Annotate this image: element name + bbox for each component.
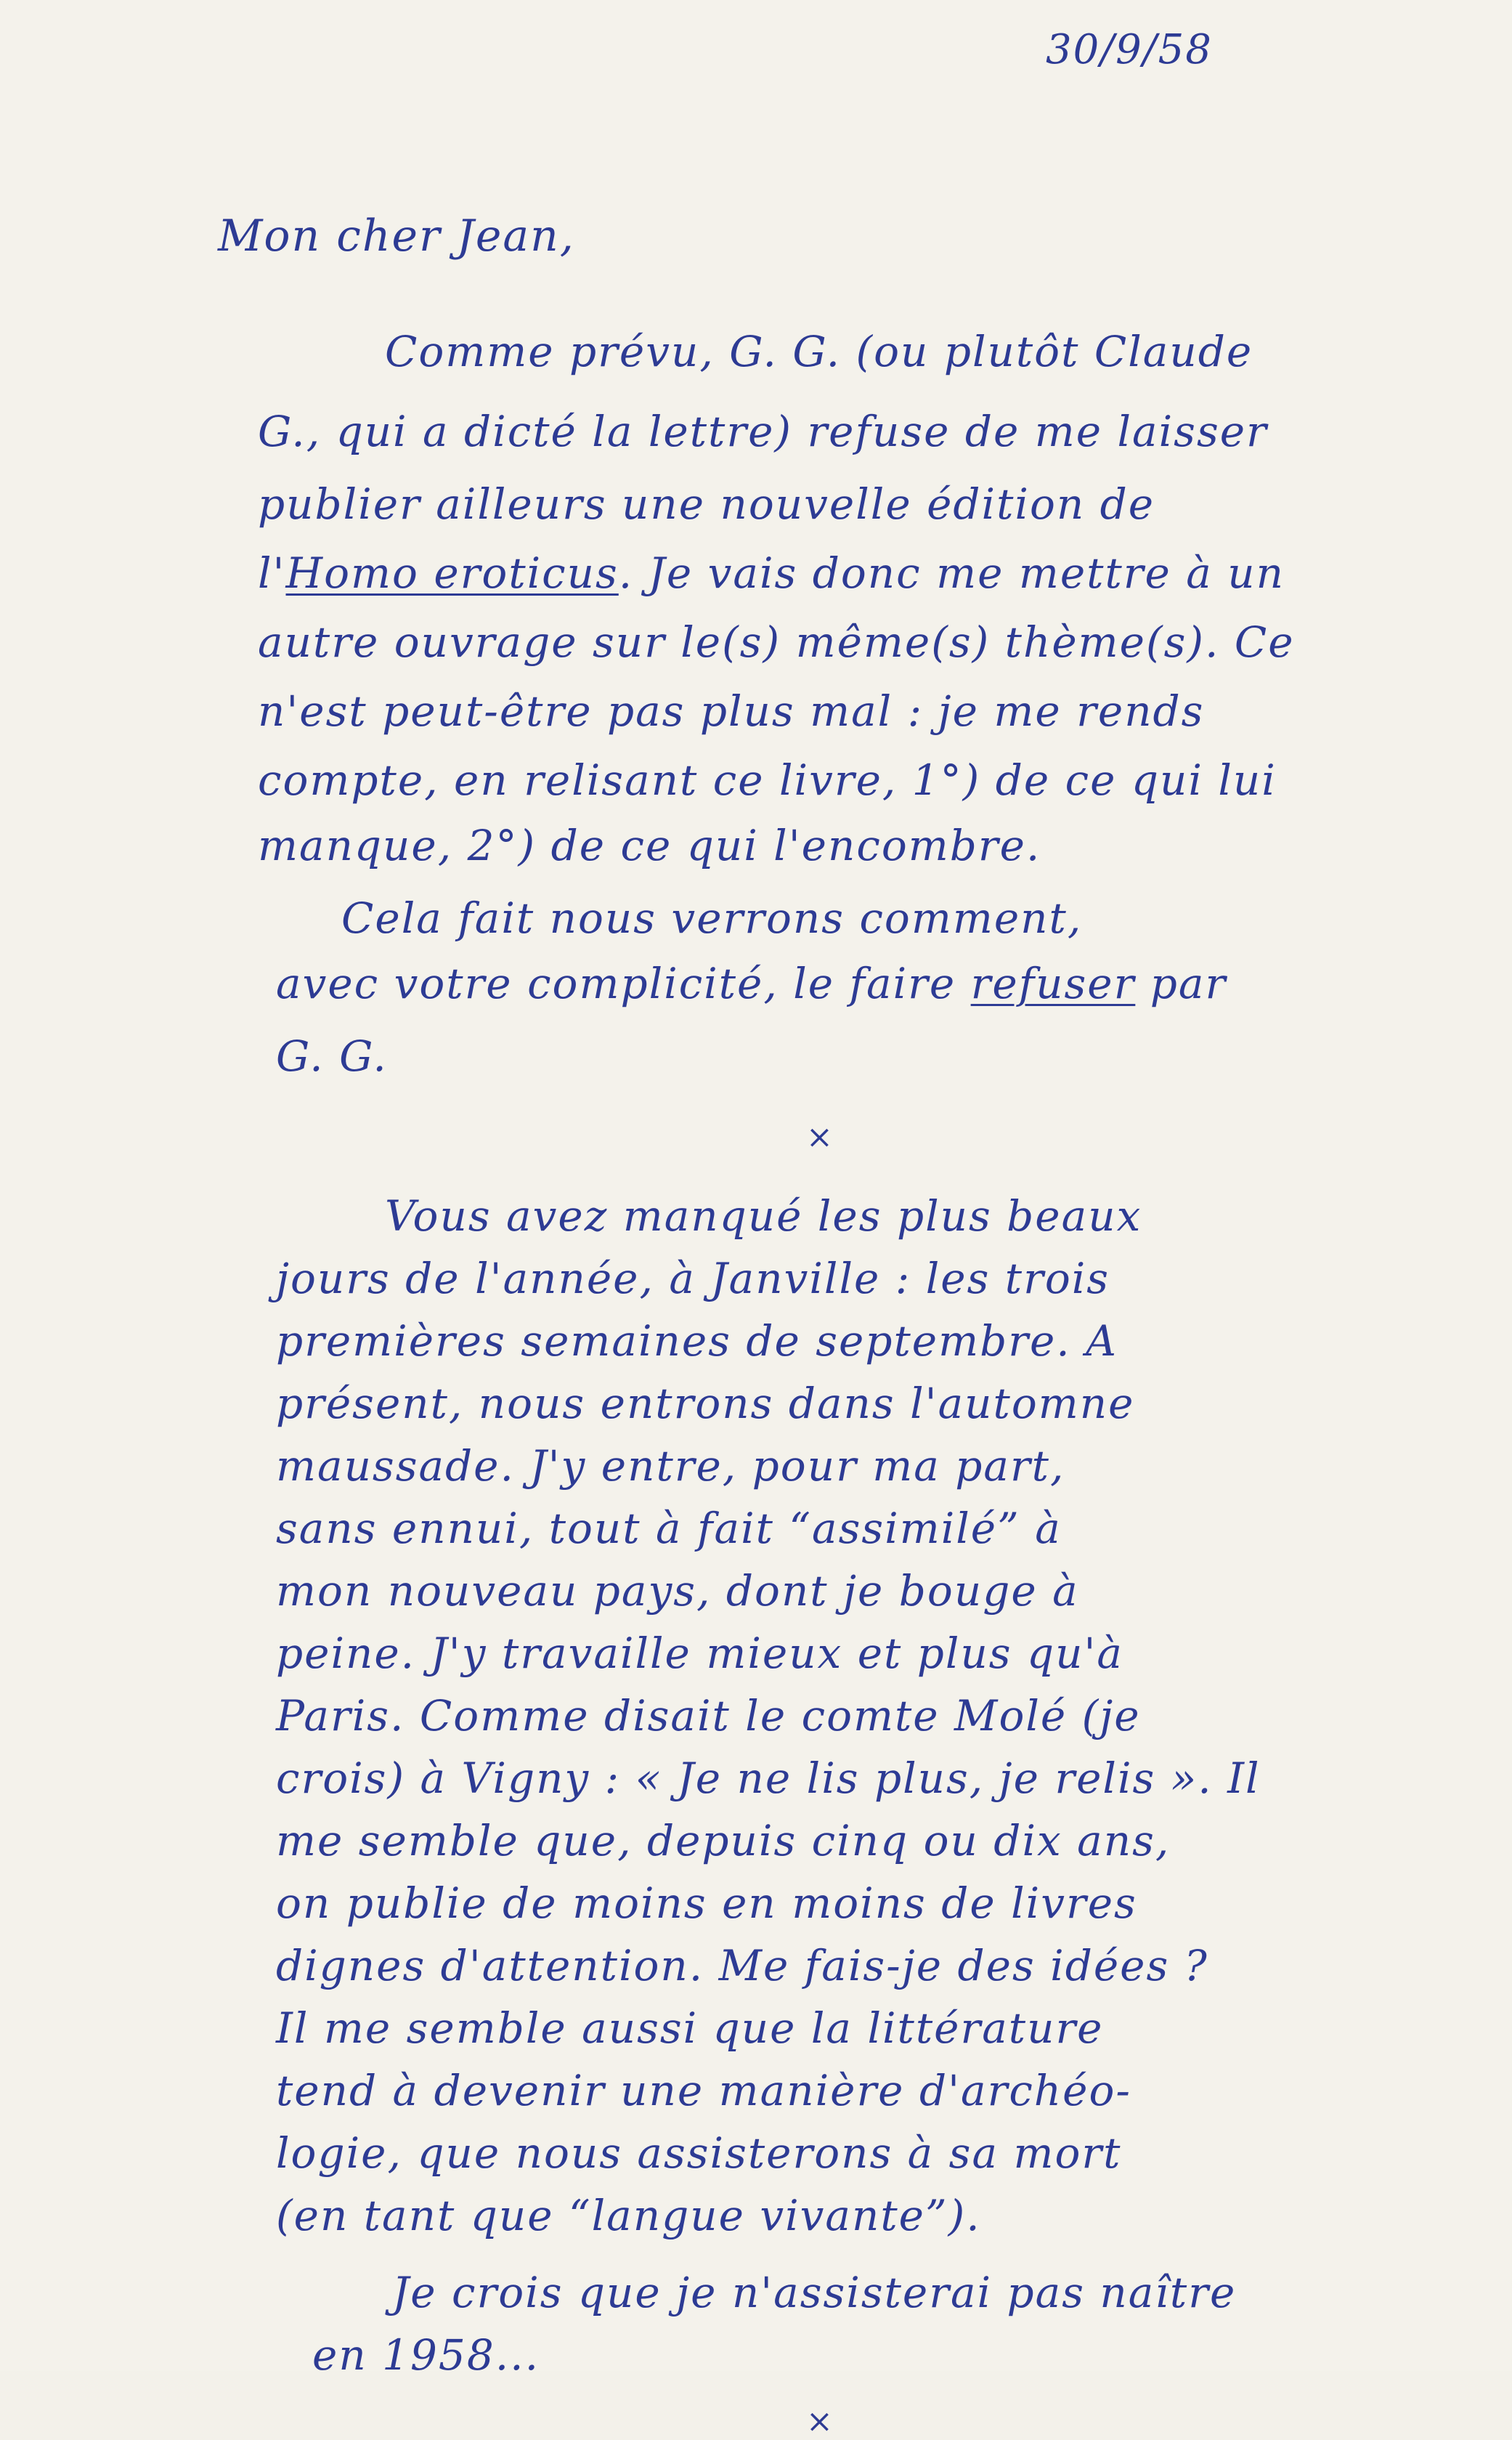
- paragraph3-line6: sans ennui, tout à fait “assimilé” à: [276, 1504, 1062, 1553]
- paragraph3-line16: logie, que nous assisterons à sa mort: [276, 2128, 1122, 2178]
- paragraph1-line4: [258, 548, 1285, 598]
- paragraph1-line4-post: . Je vais donc me mettre à un: [618, 548, 1285, 598]
- paragraph2-line2-post: par: [1135, 959, 1227, 1008]
- paragraph1-line8: manque, 2°) de ce qui l'encombre.: [258, 821, 1041, 870]
- paragraph1-line4-pre: l': [258, 548, 286, 598]
- separator-cross-1: ×: [806, 1119, 834, 1156]
- paragraph3-line5: maussade. J'y entre, pour ma part,: [276, 1441, 1065, 1491]
- paragraph3-line8: peine. J'y travaille mieux et plus qu'à: [276, 1629, 1124, 1678]
- paragraph3-line12: on publie de moins en moins de livres: [276, 1878, 1137, 1928]
- paragraph3-line2: jours de l'année, à Janville : les trois: [276, 1254, 1110, 1303]
- paragraph1-line1: Comme prévu, G. G. (ou plutôt Claude: [385, 327, 1253, 376]
- paragraph3-line10: crois) à Vigny : « Je ne lis plus, je relis ». Il: [276, 1754, 1261, 1803]
- paragraph1-line5: autre ouvrage sur le(s) même(s) thème(s). Ce: [258, 617, 1295, 667]
- letter-date: 30/9/58: [1046, 26, 1213, 73]
- paragraph2-line1: Cela fait nous verrons comment,: [341, 893, 1083, 943]
- paragraph1-line7: compte, en relisant ce livre, 1°) de ce qui lui: [258, 755, 1277, 805]
- separator-cross-2: ×: [806, 2403, 834, 2440]
- paragraph3-line4: présent, nous entrons dans l'automne: [276, 1379, 1135, 1428]
- paragraph2-line3: G. G.: [276, 1031, 388, 1081]
- paragraph3-line15: tend à devenir une manière d'archéo-: [276, 2066, 1131, 2115]
- paragraph3-line14: Il me semble aussi que la littérature: [276, 2003, 1104, 2053]
- paragraph3-line11: me semble que, depuis cinq ou dix ans,: [276, 1816, 1171, 1865]
- paragraph3-line7: mon nouveau pays, dont je bouge à: [276, 1566, 1079, 1616]
- paragraph3-line9: Paris. Comme disait le comte Molé (je: [276, 1691, 1141, 1740]
- paragraph3-line17: (en tant que “langue vivante”).: [276, 2191, 981, 2240]
- paragraph2-line2: [276, 959, 1227, 1008]
- salutation: Mon cher Jean,: [218, 211, 575, 262]
- refuser-underlined: refuser: [970, 959, 1136, 1008]
- paragraph3-line13: dignes d'attention. Me fais-je des idées ?: [276, 1941, 1208, 1990]
- paragraph4-line1: Je crois que je n'assisterai pas naître: [392, 2268, 1237, 2317]
- paragraph1-line2: G., qui a dicté la lettre) refuse de me laisser: [258, 407, 1268, 456]
- paragraph2-line2-pre: avec votre complicité, le faire: [276, 959, 971, 1008]
- paragraph1-line6: n'est peut-être pas plus mal : je me rends: [258, 686, 1205, 736]
- book-title-underlined: Homo eroticus: [285, 548, 619, 598]
- paragraph3-line3: premières semaines de septembre. A: [276, 1316, 1118, 1366]
- paragraph1-line3: publier ailleurs une nouvelle édition de: [258, 479, 1155, 529]
- paragraph4-line2: en 1958...: [312, 2330, 540, 2380]
- paragraph3-line1: Vous avez manqué les plus beaux: [385, 1191, 1142, 1241]
